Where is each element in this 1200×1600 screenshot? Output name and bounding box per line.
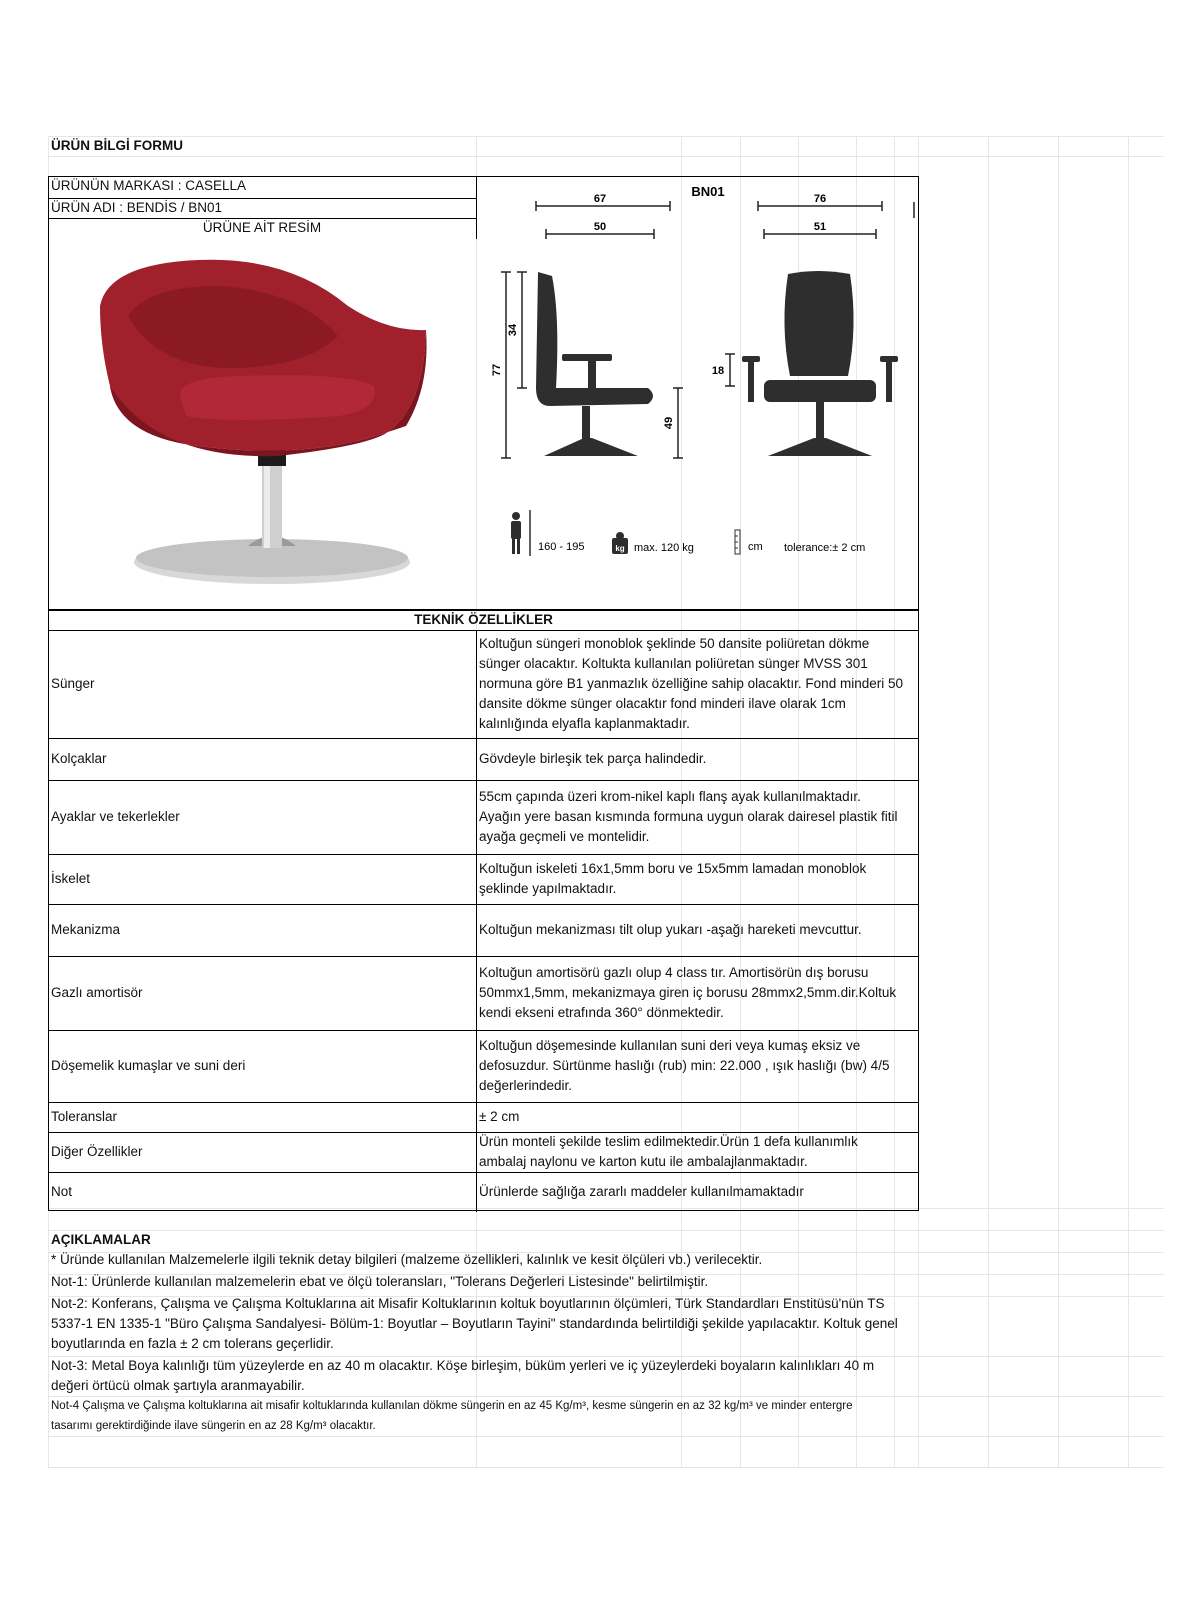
- product-name-line: ÜRÜN ADI : BENDİS / BN01: [51, 200, 223, 215]
- grid-row-line: [48, 1230, 1164, 1231]
- note-line: boyutlarında en fazla ± 2 cm tolerans geçerlidir.: [51, 1336, 334, 1351]
- spec-col-divider: [476, 1030, 477, 1102]
- weight-icon-kg: kg: [615, 544, 625, 553]
- spec-col-divider: [476, 904, 477, 956]
- note-line: Not-4 Çalışma ve Çalışma koltuklarına ait misafir koltuklarında kullanılan dökme süngerin en az 45 Kg/m³, kesme süngerin en az 32 kg/m³ ve minder entergre: [51, 1400, 853, 1412]
- spec-row-divider: [48, 780, 919, 781]
- spec-value-line: kalınlığında elyafla kaplanmaktadır.: [479, 716, 690, 731]
- spec-row-divider: [48, 738, 919, 739]
- model-code: BN01: [691, 184, 725, 199]
- grid-col-line: [988, 136, 989, 1468]
- grid-col-line: [1128, 136, 1129, 1468]
- grid-row-line: [48, 1436, 1164, 1437]
- spreadsheet-sheet: [48, 136, 1164, 1468]
- spec-value-line: sünger olacaktır. Koltukta kullanılan poliüretan sünger MVSS 301: [479, 656, 868, 671]
- spec-label: İskelet: [51, 871, 91, 886]
- dim-side-outer-width: 67: [593, 193, 607, 205]
- spec-value-line: Gövdeyle birleşik tek parça halindedir.: [479, 751, 707, 766]
- spec-label: Mekanizma: [51, 922, 121, 937]
- note-line: Not-3: Metal Boya kalınlığı tüm yüzeylerde en az 40 m olacaktır. Köşe birleşim, büküm yerleri ve iç yüzeylerdeki boyaların kalınlıkları 40 m: [51, 1358, 875, 1373]
- spec-value-line: ± 2 cm: [479, 1109, 520, 1124]
- header-divider: [476, 176, 477, 239]
- dim-seat-height: 49: [663, 416, 675, 430]
- spec-label: Sünger: [51, 676, 95, 691]
- spec-row-divider: [48, 1030, 919, 1031]
- spec-value-line: şeklinde yapılmaktadır.: [479, 881, 617, 896]
- spec-col-divider: [476, 780, 477, 854]
- tolerance-label: tolerance:± 2 cm: [784, 542, 866, 554]
- spec-value-line: normuna göre B1 yanmazlık özelliğine sahip olacaktır. Fond minderi 50: [479, 676, 903, 691]
- spec-label: Döşemelik kumaşlar ve suni deri: [51, 1058, 246, 1073]
- note-line: 5337-1 EN 1335-1 "Büro Çalışma Sandalyesi- Bölüm-1: Boyutlar – Boyutların Tayini" standardında belirtildiği şekilde yapılacaktır. Koltuk genel: [51, 1316, 898, 1331]
- spec-value-line: Koltuğun iskeleti 16x1,5mm boru ve 15x5mm lamadan monoblok: [479, 861, 867, 876]
- product-photo: [88, 246, 448, 586]
- spec-row-divider: [48, 854, 919, 855]
- form-title: ÜRÜN BİLGİ FORMU: [51, 138, 183, 153]
- note-line: değeri örtücü olmak şartıyla aranmayabilir.: [51, 1378, 305, 1393]
- spec-col-divider: [476, 1102, 477, 1132]
- spec-col-divider: [476, 1172, 477, 1212]
- spec-value-line: Ürünlerde sağlığa zararlı maddeler kullanılmamaktadır: [479, 1184, 804, 1199]
- spec-col-divider: [476, 1132, 477, 1172]
- note-line: tasarımı gerektirdiğinde ilave süngerin en az 28 Kg/m³ olacaktır.: [51, 1420, 376, 1432]
- spec-col-divider: [476, 854, 477, 904]
- user-height-range: 160 - 195: [538, 541, 585, 553]
- note-line: Not-2: Konferans, Çalışma ve Çalışma Koltuklarına ait Misafir Koltuklarının koltuk boyutlarının ölçümleri, Türk Standardları Enstitüsü'nün TS: [51, 1296, 885, 1311]
- technical-drawing: [478, 176, 918, 606]
- spec-row-divider: [48, 630, 919, 631]
- dim-arm-height: 18: [711, 365, 725, 377]
- spec-col-divider: [476, 956, 477, 1030]
- spec-value-line: Koltuğun süngeri monoblok şeklinde 50 dansite poliüretan dökme: [479, 636, 870, 651]
- spec-value-line: 55cm çapında üzeri krom-nikel kaplı flanş ayak kullanılmaktadır.: [479, 789, 861, 804]
- spec-value-line: değerlerindedir.: [479, 1078, 573, 1093]
- note-line: * Üründe kullanılan Malzemelerle ilgili teknik detay bilgileri (malzeme özellikleri, kalınlık ve kesit ölçüleri vb.) verilecektir.: [51, 1252, 763, 1267]
- brand-line: ÜRÜNÜN MARKASI : CASELLA: [51, 178, 247, 193]
- dim-front-outer-width: 76: [813, 193, 827, 205]
- side-view-chair: [536, 272, 653, 456]
- spec-value-line: Koltuğun döşemesinde kullanılan suni deri veya kumaş eksiz ve: [479, 1038, 861, 1053]
- max-weight: max. 120 kg: [634, 542, 694, 554]
- seat-cushion: [180, 375, 375, 420]
- dim-front-inner-width: 51: [813, 221, 827, 233]
- spec-value-line: Ürün monteli şekilde teslim edilmektedir.Ürün 1 defa kullanımlık: [479, 1134, 858, 1149]
- spec-label: Gazlı amortisör: [51, 985, 143, 1000]
- notes-title: AÇIKLAMALAR: [51, 1232, 151, 1247]
- spec-value-line: ambalaj naylonu ve karton kutu ile ambalajlanmaktadır.: [479, 1154, 808, 1169]
- spec-col-divider: [476, 738, 477, 780]
- spec-row-divider: [48, 956, 919, 957]
- spec-col-divider: [476, 630, 477, 738]
- grid-row-line: [48, 1467, 1164, 1468]
- unit-label: cm: [748, 541, 763, 553]
- spec-label: Diğer Özellikler: [51, 1144, 143, 1159]
- spec-value-line: Ayağın yere basan kısmında formuna uygun olarak dairesel plastik fitil: [479, 809, 898, 824]
- grid-row-line: [48, 156, 1164, 157]
- spec-header: TEKNİK ÖZELLİKLER: [414, 612, 553, 627]
- spec-value-line: Koltuğun amortisörü gazlı olup 4 class tır. Amortisörün dış borusu: [479, 965, 869, 980]
- grid-col-line: [1058, 136, 1059, 1468]
- note-line: Not-1: Ürünlerde kullanılan malzemelerin ebat ve ölçü toleransları, "Tolerans Değerleri Listesinde" belirtilmiştir.: [51, 1274, 709, 1289]
- dim-back-height: 34: [507, 323, 519, 337]
- spec-label: Ayaklar ve tekerlekler: [51, 809, 180, 824]
- image-label: ÜRÜNE AİT RESİM: [202, 220, 322, 235]
- spec-label: Toleranslar: [51, 1109, 118, 1124]
- dim-side-inner-width: 50: [593, 221, 607, 233]
- spec-value-line: kendi ekseni etrafında 360° dönmektedir.: [479, 1005, 724, 1020]
- spec-value-line: ayağa geçmeli ve montelidir.: [479, 829, 650, 844]
- ruler-icon: [735, 530, 740, 554]
- person-icon: [511, 510, 530, 556]
- spec-value-line: dansite dökme sünger olacaktır fond minderi ilave olarak 1cm: [479, 696, 846, 711]
- grid-row-line: [48, 136, 1164, 137]
- dim-total-height: 77: [491, 363, 503, 377]
- spec-value-line: defosuzdur. Sürtünme haslığı (rub) min: 22.000 , ışık haslığı (bw) 4/5: [479, 1058, 890, 1073]
- spec-row-divider: [48, 1172, 919, 1173]
- spec-row-divider: [48, 1102, 919, 1103]
- front-view-chair: [742, 271, 898, 456]
- spec-label: Kolçaklar: [51, 751, 107, 766]
- spec-row-divider: [48, 904, 919, 905]
- spec-value-line: 50mmx1,5mm, mekanizmaya giren iç borusu 28mmx2,5mm.dir.Koltuk: [479, 985, 897, 1000]
- spec-label: Not: [51, 1184, 73, 1199]
- spec-value-line: Koltuğun mekanizması tilt olup yukarı -aşağı hareketi mevcuttur.: [479, 922, 862, 937]
